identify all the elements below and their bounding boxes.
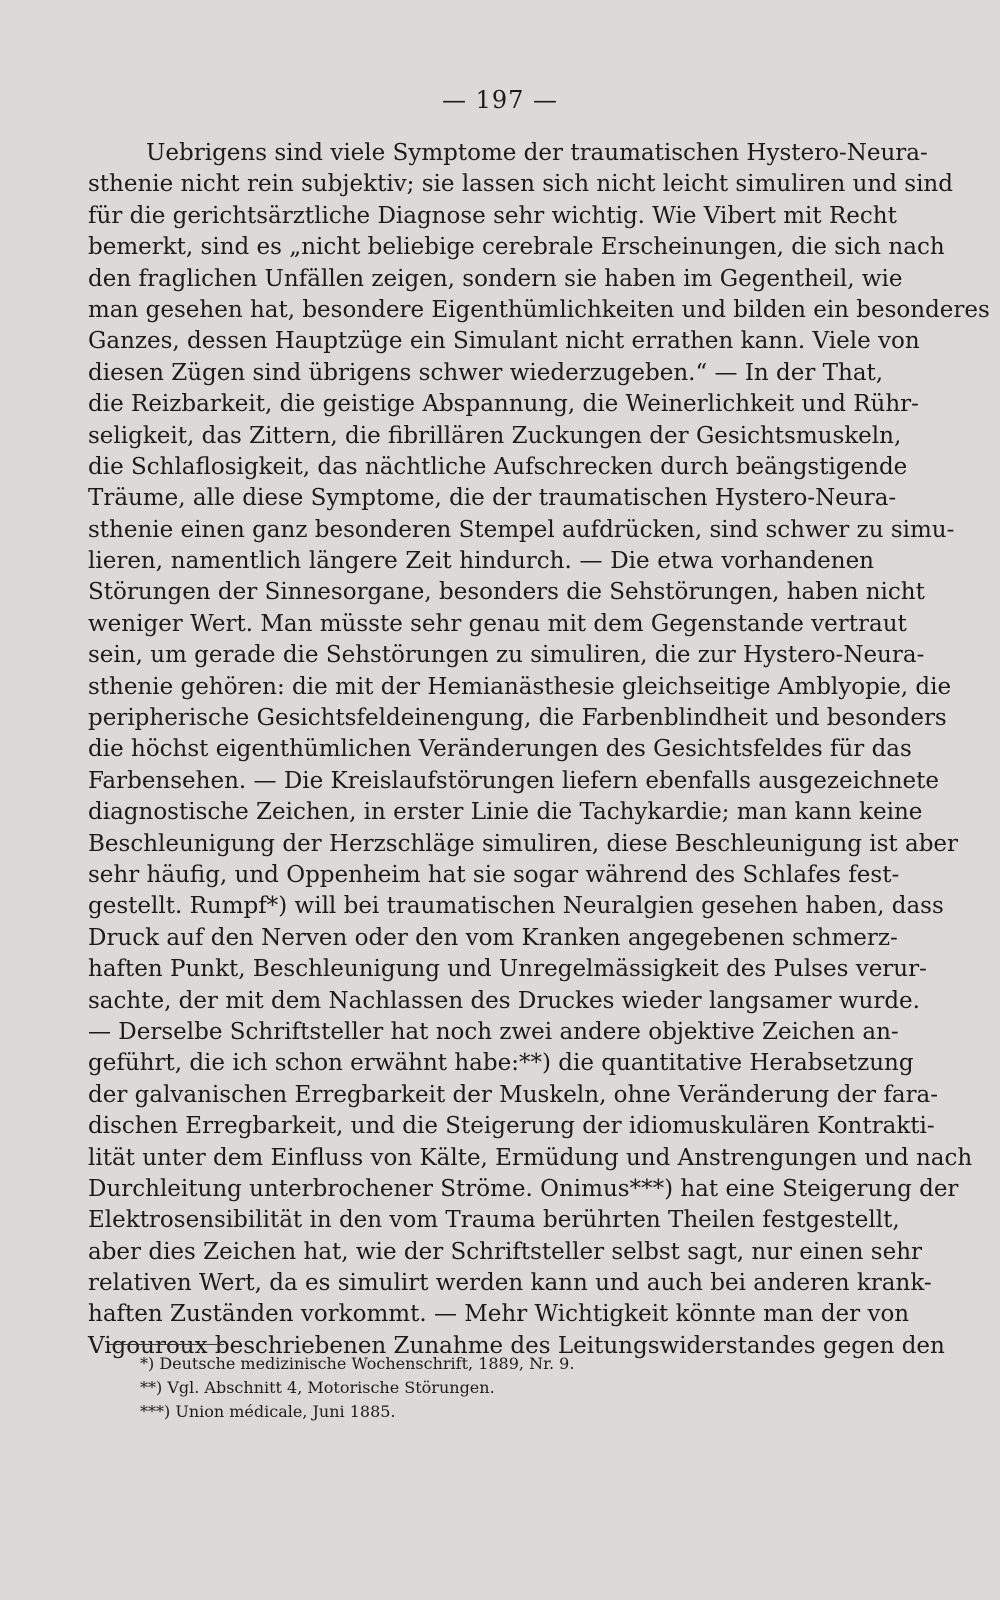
text-line: sein, um gerade die Sehstörungen zu simuliren, die zur Hystero-Neura- [88, 642, 925, 669]
text-line: diagnostische Zeichen, in erster Linie die Tachykardie; man kann keine [88, 799, 923, 826]
text-line: sehr häufig, und Oppenheim hat sie sogar während des Schlafes fest- [88, 861, 900, 888]
text-line: diesen Zügen sind übrigens schwer wiederzugeben.“ — In der That, [88, 359, 884, 386]
text-line: gestellt. Rumpf*) will bei traumatischen Neuralgien gesehen haben, dass [88, 893, 944, 920]
text-line: man gesehen hat, besondere Eigenthümlichkeiten und bilden ein besonderes [88, 296, 990, 323]
text-line: für die gerichtsärztliche Diagnose sehr wichtig. Wie Vibert mit Recht [88, 202, 897, 229]
text-line: Farbensehen. — Die Kreislaufstörungen liefern ebenfalls ausgezeichnete [88, 767, 939, 794]
footnote: **) Vgl. Abschnitt 4, Motorische Störungen. [140, 1378, 495, 1397]
page-number: — 197 — [441, 86, 559, 114]
text-line: Störungen der Sinnesorgane, besonders die Sehstörungen, haben nicht [88, 579, 925, 606]
text-line: bemerkt, sind es „nicht beliebige cerebrale Erscheinungen, die sich nach [88, 234, 945, 261]
footnotes [140, 1352, 740, 1424]
text-line: lieren, namentlich längere Zeit hindurch. — Die etwa vorhandenen [88, 548, 874, 575]
text-line: Durchleitung unterbrochener Ströme. Onimus***) hat eine Steigerung der [88, 1175, 959, 1202]
text-line: peripherische Gesichtsfeldeinengung, die Farbenblindheit und besonders [88, 705, 947, 732]
text-line: geführt, die ich schon erwähnt habe:**) die quantitative Herabsetzung [88, 1050, 914, 1077]
text-line: lität unter dem Einfluss von Kälte, Ermüdung und Anstrengungen und nach [88, 1144, 973, 1171]
text-line: die Reizbarkeit, die geistige Abspannung, die Weinerlichkeit und Rühr- [88, 391, 919, 418]
text-line: den fraglichen Unfällen zeigen, sondern sie haben im Gegentheil, wie [88, 265, 903, 292]
text-line: haften Punkt, Beschleunigung und Unregelmässigkeit des Pulses verur- [88, 956, 927, 983]
text-line: Ganzes, dessen Hauptzüge ein Simulant nicht errathen kann. Viele von [88, 328, 920, 355]
text-line: — Derselbe Schriftsteller hat noch zwei andere objektive Zeichen an- [88, 1018, 899, 1045]
text-line: relativen Wert, da es simulirt werden kann und auch bei anderen krank- [88, 1270, 932, 1297]
text-line: die höchst eigenthümlichen Veränderungen des Gesichtsfeldes für das [88, 736, 912, 763]
text-line: Druck auf den Nerven oder den vom Kranken angegebenen schmerz- [88, 924, 898, 951]
text-line: haften Zuständen vorkommt. — Mehr Wichtigkeit könnte man der von [88, 1301, 910, 1328]
text-line: seligkeit, das Zittern, die fibrillären Zuckungen der Gesichtsmuskeln, [88, 422, 902, 449]
text-line: Elektrosensibilität in den vom Trauma berührten Theilen festgestellt, [88, 1207, 900, 1234]
text-line: die Schlaflosigkeit, das nächtliche Aufschrecken durch beängstigende [88, 453, 908, 480]
text-line: der galvanischen Erregbarkeit der Muskeln, ohne Veränderung der fara- [88, 1081, 939, 1108]
footnote: ***) Union médicale, Juni 1885. [140, 1402, 396, 1421]
footnote: *) Deutsche medizinische Wochenschrift, 1889, Nr. 9. [140, 1354, 575, 1373]
text-line: sthenie gehören: die mit der Hemianästhesie gleichseitige Amblyopie, die [88, 673, 952, 700]
text-line: dischen Erregbarkeit, und die Steigerung der idiomuskulären Kontrakti- [88, 1113, 935, 1140]
text-line: Uebrigens sind viele Symptome der traumatischen Hystero-Neura- [146, 140, 928, 166]
text-line: sthenie einen ganz besonderen Stempel aufdrücken, sind schwer zu simu- [88, 516, 955, 543]
body-text [88, 138, 990, 1362]
text-line: sthenie nicht rein subjektiv; sie lassen sich nicht leicht simuliren und sind [88, 171, 953, 198]
text-line: sachte, der mit dem Nachlassen des Druckes wieder langsamer wurde. [88, 987, 920, 1014]
text-line: aber dies Zeichen hat, wie der Schriftsteller selbst sagt, nur einen sehr [88, 1238, 922, 1265]
text-line: weniger Wert. Man müsste sehr genau mit dem Gegenstande vertraut [88, 610, 907, 637]
text-line: Vigouroux beschriebenen Zunahme des Leitungswiderstandes gegen den [88, 1332, 945, 1359]
text-line: Beschleunigung der Herzschläge simuliren, diese Beschleunigung ist aber [88, 830, 959, 857]
text-line: Träume, alle diese Symptome, die der traumatischen Hystero-Neura- [88, 485, 897, 512]
footnote-divider [108, 1344, 224, 1345]
